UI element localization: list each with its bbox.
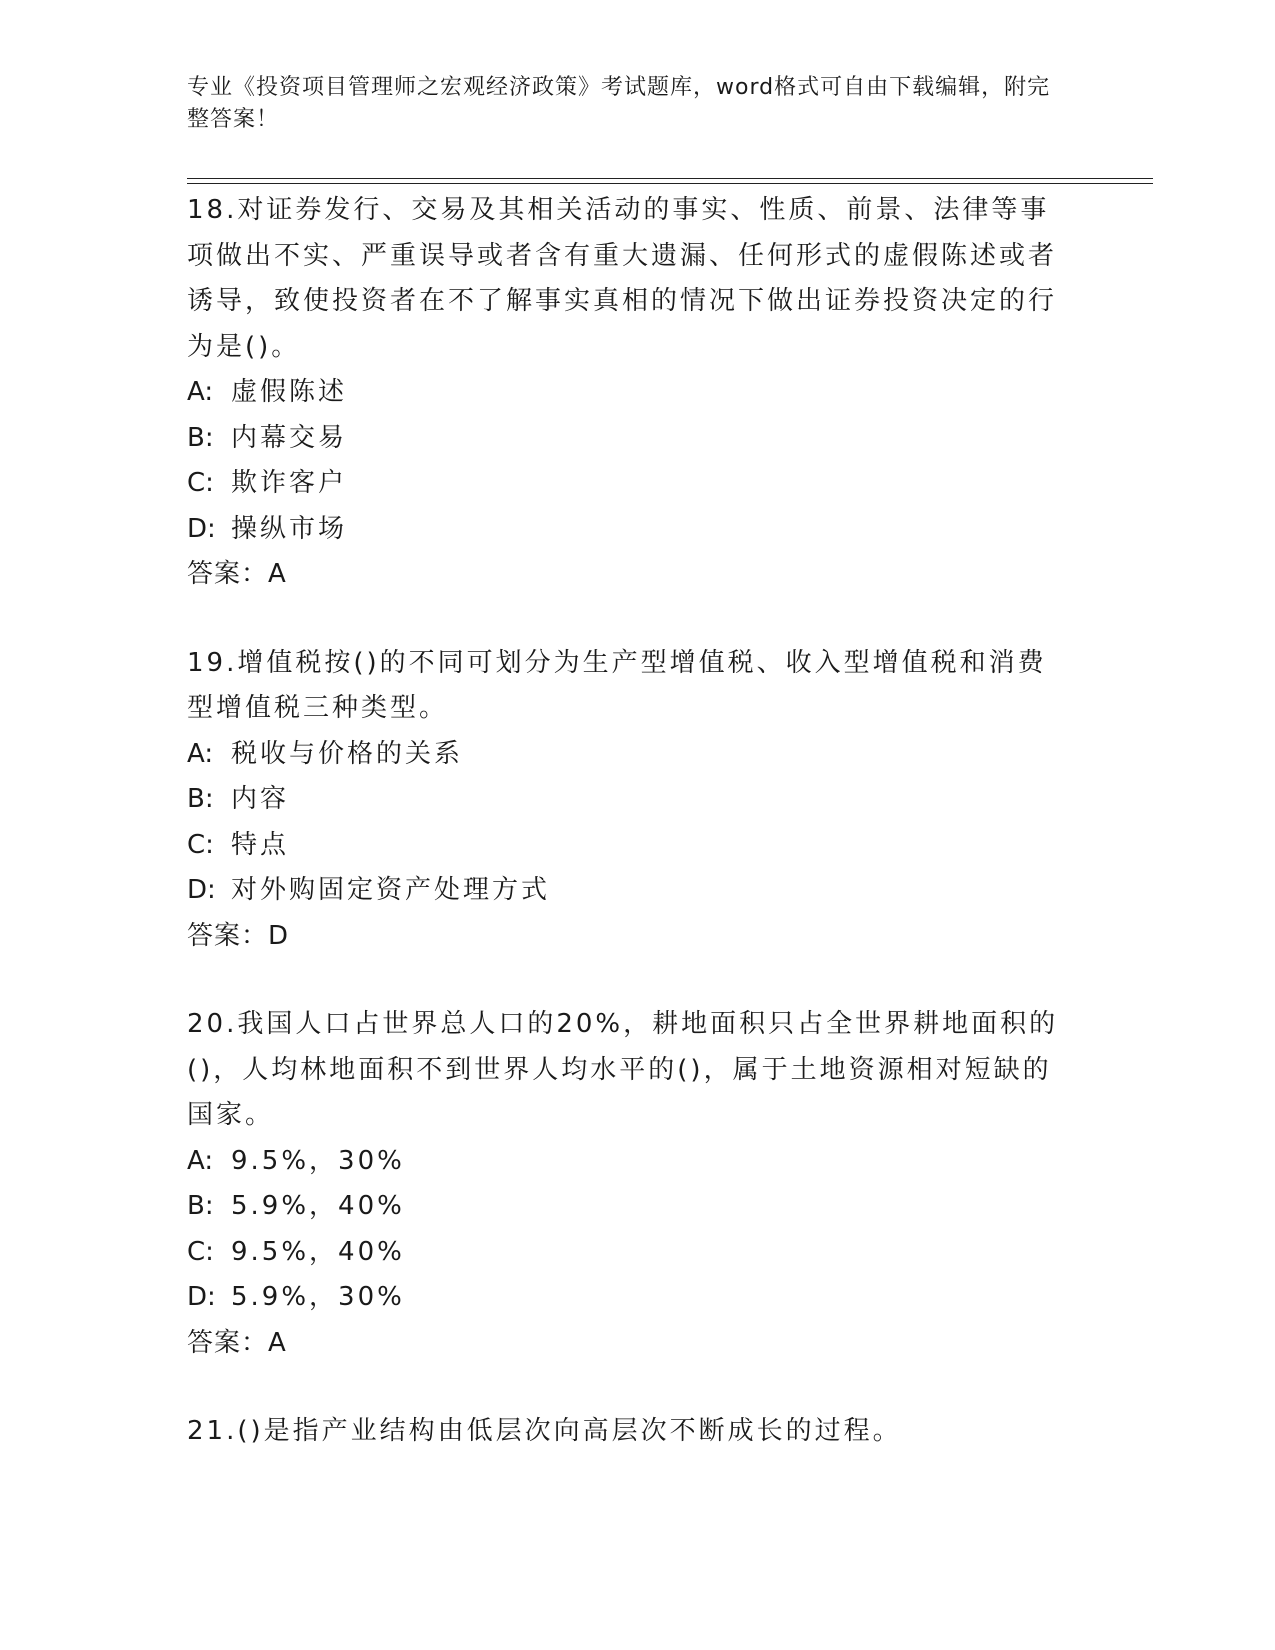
option-letter: C:: [187, 1236, 214, 1267]
option-letter: D:: [187, 513, 216, 544]
option-letter: D:: [187, 1282, 216, 1312]
option-letter: B:: [187, 784, 214, 814]
question-21: [187, 1409, 1067, 1455]
question-list: [187, 188, 1067, 1498]
option-text: 虚假陈述: [231, 377, 348, 407]
option-text: 内幕交易: [231, 422, 348, 453]
option-letter: A:: [187, 738, 214, 769]
option-c: [187, 461, 1067, 507]
option-b: [187, 416, 1067, 462]
answer-line: 答案：A: [187, 559, 287, 589]
option-text: 9.5%，30%: [231, 1145, 405, 1176]
option-text: 操纵市场: [231, 513, 348, 544]
option-text: 内容: [231, 784, 290, 814]
answer-line: 答案：D: [187, 920, 290, 951]
option-d: [187, 507, 1067, 553]
option-letter: B:: [187, 1191, 214, 1221]
question-stem: 19.增值税按()的不同可划分为生产型增值税、收入型增值税和消费型增值税三种类型。: [187, 647, 1047, 723]
answer-line: 答案：A: [187, 1327, 287, 1358]
option-text: 特点: [231, 829, 290, 860]
option-c: [187, 1230, 1067, 1276]
document-header: 专业《投资项目管理师之宏观经济政策》考试题库，word格式可自由下载编辑，附完整答案！: [187, 75, 1051, 132]
option-letter: C:: [187, 829, 214, 860]
option-a: [187, 1139, 1067, 1185]
question-19: [187, 641, 1067, 960]
question-18: [187, 188, 1067, 598]
option-d: [187, 868, 1067, 914]
option-b: [187, 1184, 1067, 1230]
option-letter: A:: [187, 377, 214, 407]
option-text: 9.5%，40%: [231, 1236, 405, 1267]
header-divider: [187, 178, 1153, 184]
question-stem: 20.我国人口占世界总人口的20%，耕地面积只占全世界耕地面积的()，人均林地面积不到世界人均水平的()，属于土地资源相对短缺的国家。: [187, 1009, 1059, 1130]
option-text: 5.9%，40%: [231, 1191, 405, 1221]
option-text: 欺诈客户: [231, 468, 348, 498]
option-b: [187, 777, 1067, 823]
option-d: [187, 1275, 1067, 1321]
option-c: [187, 823, 1067, 869]
option-letter: C:: [187, 468, 214, 498]
option-a: [187, 732, 1067, 778]
option-letter: D:: [187, 875, 216, 905]
question-20: [187, 1002, 1067, 1366]
question-stem: 18.对证券发行、交易及其相关活动的事实、性质、前景、法律等事项做出不实、严重误导或者含有重大遗漏、任何形式的虚假陈述或者诱导，致使投资者在不了解事实真相的情况下做出证券投资决定的行为是()。: [187, 195, 1058, 362]
option-a: [187, 370, 1067, 416]
option-letter: A:: [187, 1145, 214, 1176]
option-text: 5.9%，30%: [231, 1282, 405, 1312]
option-text: 对外购固定资产处理方式: [231, 875, 551, 905]
option-letter: B:: [187, 422, 214, 453]
option-text: 税收与价格的关系: [231, 738, 464, 769]
question-stem: 21.()是指产业结构由低层次向高层次不断成长的过程。: [187, 1416, 902, 1446]
